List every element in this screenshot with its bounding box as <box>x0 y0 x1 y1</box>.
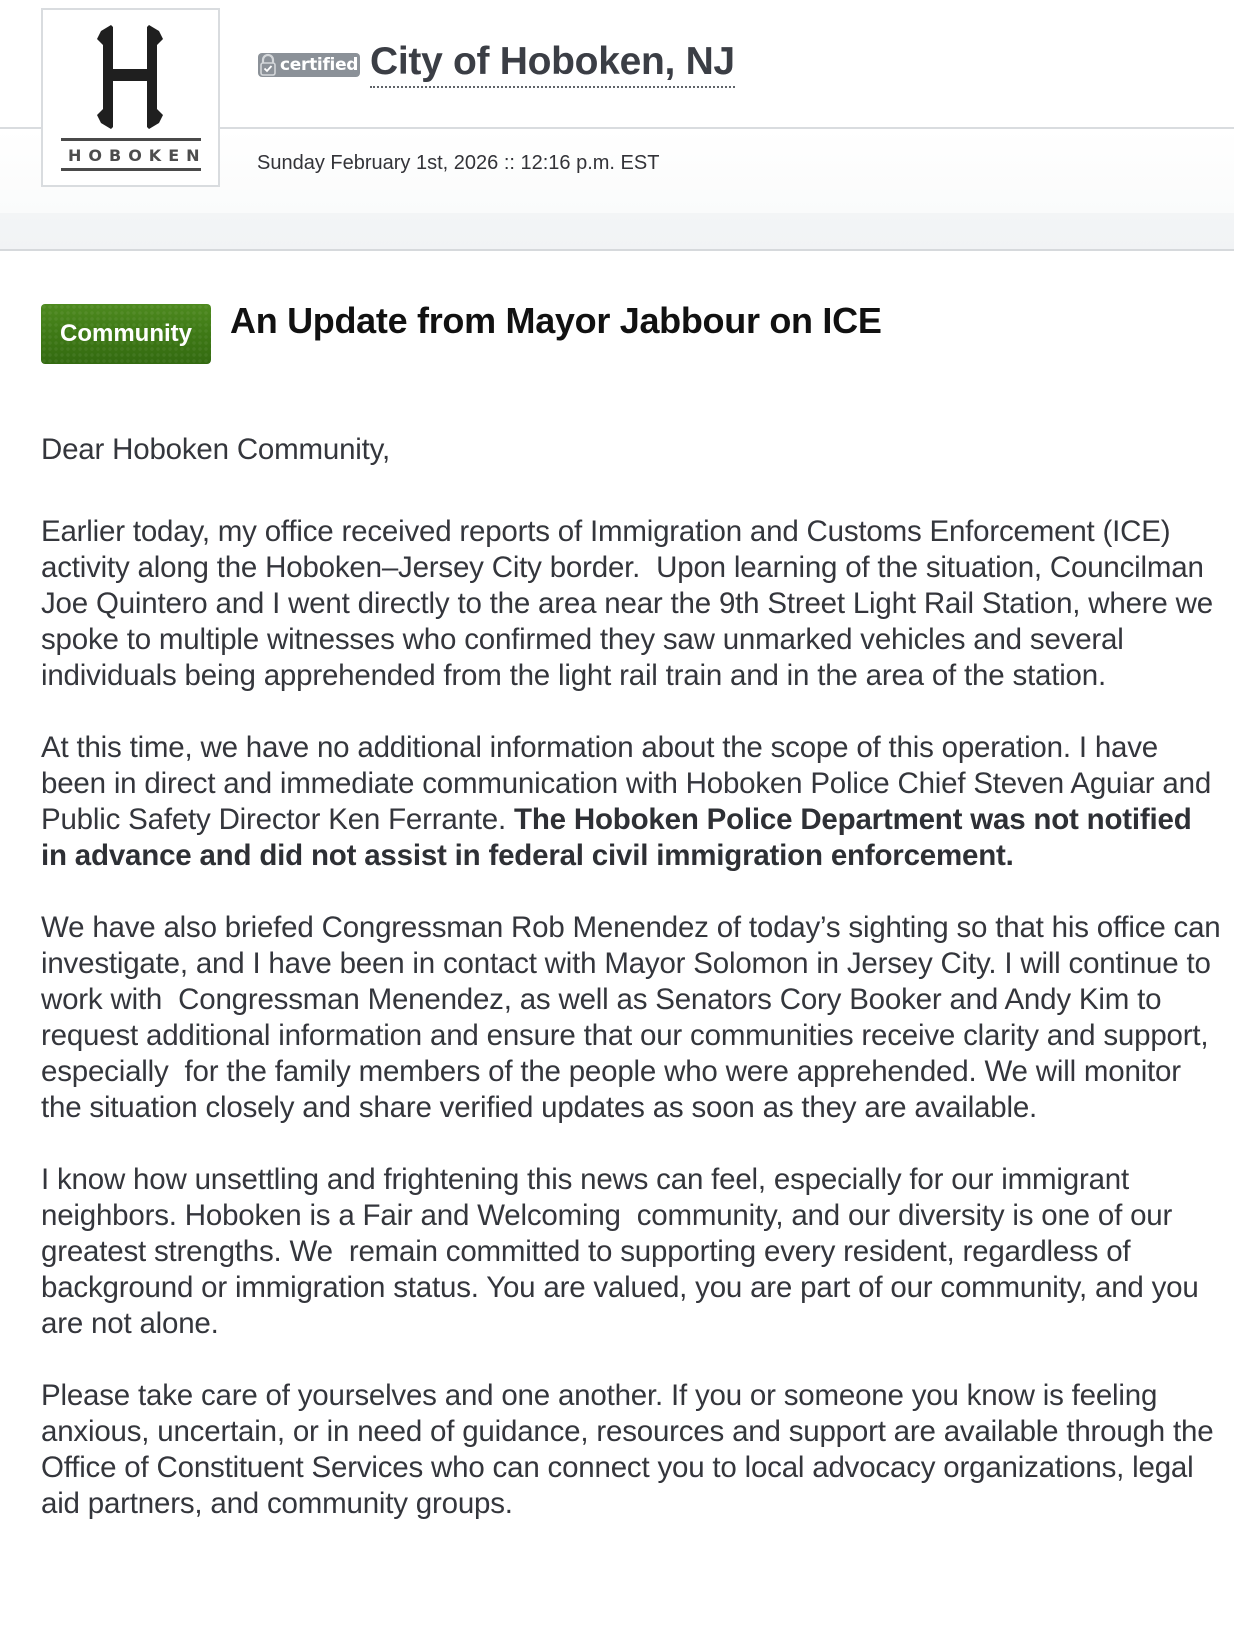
logo-wordmark: HOBOKEN <box>68 146 207 165</box>
hoboken-h-logo-icon <box>91 25 175 129</box>
certified-badge <box>258 53 360 77</box>
police-not-notified-statement: The Hoboken Police Department was not notified in advance and did not assist in federal civil immigration enforcement. <box>41 803 1192 872</box>
city-logo[interactable] <box>41 8 220 187</box>
logo-rule-bottom <box>61 168 201 171</box>
logo-rule-top <box>61 138 201 141</box>
paragraph-ice-activity: Earlier today, my office received reports of Immigration and Customs Enforcement (ICE) activity along the Hoboken–Jersey City border. Upon learning of the situation, Councilman Joe Quintero and I went directly to the area near the 9th Street Light Rail Station, where we spoke to multiple witnesses who confirmed they saw unmarked vehicles and several individuals being apprehended from the light rail train and in the area of the station. <box>41 515 1213 692</box>
certified-label: certified <box>280 55 359 75</box>
paragraph-police-text: At this time, we have no additional information about the scope of this operation. I have been in direct and immediate communication with Hoboken Police Chief Steven Aguiar and Public Safety Director Ken Ferrante. <box>41 731 1212 836</box>
site-header <box>0 0 1234 252</box>
paragraph-resources: Please take care of yourselves and one another. If you or someone you know is feeling anxious, uncertain, or in need of guidance, resources and support are available through the Office of Constituent Services who can connect you to local advocacy organizations, legal aid partners, and community groups. <box>41 1379 1214 1520</box>
lock-check-icon <box>258 53 278 77</box>
category-tag-community[interactable]: Community <box>41 304 211 364</box>
article-title: An Update from Mayor Jabbour on ICE <box>230 300 882 341</box>
greeting: Dear Hoboken Community, <box>41 433 390 466</box>
paragraph-police-statement <box>41 730 1221 874</box>
paragraph-community-support: I know how unsettling and frightening this news can feel, especially for our immigrant neighbors. Hoboken is a Fair and Welcoming community, and our diversity is one of our greatest strengths. We remain committed to supporting every resident, regardless of background or immigration status. You are valued, you are part of our community, and you are not alone. <box>41 1163 1199 1340</box>
article-body <box>41 432 1221 1558</box>
site-title-link[interactable]: City of Hoboken, NJ <box>370 38 735 88</box>
date-timestamp: Sunday February 1st, 2026 :: 12:16 p.m. EST <box>257 152 660 174</box>
paragraph-congress-briefing: We have also briefed Congressman Rob Menendez of today’s sighting so that his office can investigate, and I have been in contact with Mayor Solomon in Jersey City. I will continue to work with Congressman Menendez, as well as Senators Cory Booker and Andy Kim to request additional information and ensure that our communities receive clarity and support, especially for the family members of the people who were apprehended. We will monitor the situation closely and share verified updates as soon as they are available. <box>41 911 1221 1124</box>
